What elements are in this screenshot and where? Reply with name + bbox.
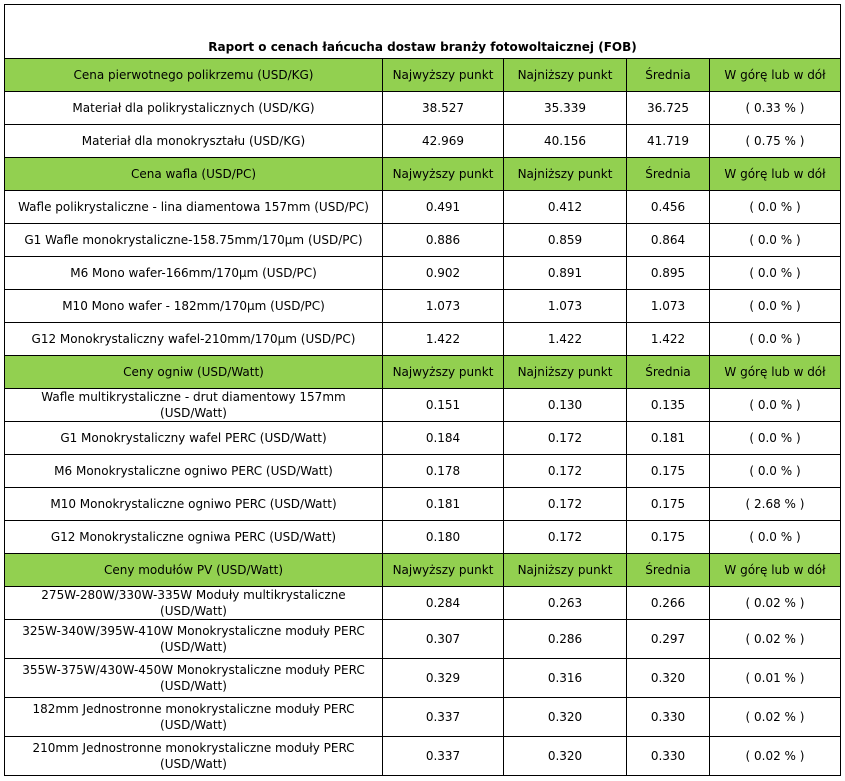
high-value: 1.422 [383, 323, 504, 356]
high-value: 1.073 [383, 290, 504, 323]
high-value: 0.178 [383, 455, 504, 488]
high-value: 0.491 [383, 191, 504, 224]
column-header-average: Średnia [627, 158, 710, 191]
change-value: ( 0.0 % ) [710, 224, 841, 257]
table-row [5, 92, 841, 125]
low-value: 0.286 [504, 620, 627, 659]
high-value: 0.329 [383, 659, 504, 698]
average-value: 0.175 [627, 521, 710, 554]
product-name: 210mm Jednostronne monokrystaliczne moduły PERC (USD/Watt) [5, 737, 383, 776]
high-value: 38.527 [383, 92, 504, 125]
product-name: Wafle polikrystaliczne - lina diamentowa 157mm (USD/PC) [5, 191, 383, 224]
high-value: 0.180 [383, 521, 504, 554]
product-name: M6 Monokrystaliczne ogniwo PERC (USD/Watt) [5, 455, 383, 488]
high-value: 0.307 [383, 620, 504, 659]
column-header-average: Średnia [627, 554, 710, 587]
table-row [5, 224, 841, 257]
low-value: 0.412 [504, 191, 627, 224]
table-row [5, 290, 841, 323]
product-name: G1 Monokrystaliczny wafel PERC (USD/Watt) [5, 422, 383, 455]
section-title: Ceny modułów PV (USD/Watt) [5, 554, 383, 587]
high-value: 0.337 [383, 698, 504, 737]
low-value: 40.156 [504, 125, 627, 158]
low-value: 0.172 [504, 455, 627, 488]
average-value: 0.181 [627, 422, 710, 455]
product-name: G1 Wafle monokrystaliczne-158.75mm/170μm (USD/PC) [5, 224, 383, 257]
column-header-high: Najwyższy punkt [383, 356, 504, 389]
table-row [5, 620, 841, 659]
high-value: 42.969 [383, 125, 504, 158]
change-value: ( 0.02 % ) [710, 698, 841, 737]
low-value: 0.320 [504, 737, 627, 776]
table-row [5, 698, 841, 737]
table-row [5, 125, 841, 158]
product-name: 275W-280W/330W-335W Moduły multikrystaliczne (USD/Watt) [5, 587, 383, 620]
low-value: 0.859 [504, 224, 627, 257]
product-name: G12 Monokrystaliczne ogniwa PERC (USD/Watt) [5, 521, 383, 554]
change-value: ( 0.02 % ) [710, 620, 841, 659]
average-value: 41.719 [627, 125, 710, 158]
column-header-change: W górę lub w dół [710, 554, 841, 587]
report-container [4, 4, 840, 776]
section-header-row [5, 158, 841, 191]
average-value: 1.422 [627, 323, 710, 356]
average-value: 0.135 [627, 389, 710, 422]
product-name: 355W-375W/430W-450W Monokrystaliczne moduły PERC (USD/Watt) [5, 659, 383, 698]
high-value: 0.337 [383, 737, 504, 776]
high-value: 0.886 [383, 224, 504, 257]
table-row [5, 257, 841, 290]
change-value: ( 0.0 % ) [710, 389, 841, 422]
table-row [5, 323, 841, 356]
change-value: ( 0.0 % ) [710, 422, 841, 455]
product-name: 325W-340W/395W-410W Monokrystaliczne moduły PERC (USD/Watt) [5, 620, 383, 659]
column-header-low: Najniższy punkt [504, 59, 627, 92]
product-name: 182mm Jednostronne monokrystaliczne moduły PERC (USD/Watt) [5, 698, 383, 737]
product-name: Materiał dla polikrystalicznych (USD/KG) [5, 92, 383, 125]
high-value: 0.902 [383, 257, 504, 290]
table-row [5, 521, 841, 554]
table-row [5, 191, 841, 224]
product-name: M6 Mono wafer-166mm/170μm (USD/PC) [5, 257, 383, 290]
column-header-low: Najniższy punkt [504, 554, 627, 587]
low-value: 0.316 [504, 659, 627, 698]
product-name: M10 Monokrystaliczne ogniwo PERC (USD/Watt) [5, 488, 383, 521]
average-value: 0.297 [627, 620, 710, 659]
table-row [5, 488, 841, 521]
average-value: 0.175 [627, 455, 710, 488]
average-value: 1.073 [627, 290, 710, 323]
average-value: 0.864 [627, 224, 710, 257]
change-value: ( 0.01 % ) [710, 659, 841, 698]
column-header-low: Najniższy punkt [504, 356, 627, 389]
average-value: 0.330 [627, 698, 710, 737]
change-value: ( 0.0 % ) [710, 455, 841, 488]
low-value: 1.073 [504, 290, 627, 323]
column-header-average: Średnia [627, 59, 710, 92]
low-value: 0.320 [504, 698, 627, 737]
section-header-row [5, 554, 841, 587]
low-value: 0.172 [504, 488, 627, 521]
change-value: ( 0.75 % ) [710, 125, 841, 158]
average-value: 0.175 [627, 488, 710, 521]
high-value: 0.151 [383, 389, 504, 422]
title-row [5, 5, 841, 59]
table-row [5, 587, 841, 620]
average-value: 0.266 [627, 587, 710, 620]
average-value: 36.725 [627, 92, 710, 125]
product-name: Wafle multikrystaliczne - drut diamentowy 157mm (USD/Watt) [5, 389, 383, 422]
average-value: 0.320 [627, 659, 710, 698]
section-header-row [5, 356, 841, 389]
change-value: ( 0.0 % ) [710, 290, 841, 323]
column-header-average: Średnia [627, 356, 710, 389]
high-value: 0.284 [383, 587, 504, 620]
change-value: ( 0.0 % ) [710, 257, 841, 290]
report-title: Raport o cenach łańcucha dostaw branży fotowoltaicznej (FOB) [5, 5, 841, 59]
high-value: 0.181 [383, 488, 504, 521]
change-value: ( 0.0 % ) [710, 191, 841, 224]
product-name: M10 Mono wafer - 182mm/170μm (USD/PC) [5, 290, 383, 323]
table-row [5, 737, 841, 776]
low-value: 0.172 [504, 422, 627, 455]
low-value: 0.263 [504, 587, 627, 620]
column-header-high: Najwyższy punkt [383, 59, 504, 92]
section-title: Ceny ogniw (USD/Watt) [5, 356, 383, 389]
column-header-high: Najwyższy punkt [383, 554, 504, 587]
table-row [5, 659, 841, 698]
average-value: 0.895 [627, 257, 710, 290]
product-name: Materiał dla monokryształu (USD/KG) [5, 125, 383, 158]
column-header-change: W górę lub w dół [710, 59, 841, 92]
change-value: ( 0.0 % ) [710, 521, 841, 554]
section-title: Cena wafla (USD/PC) [5, 158, 383, 191]
low-value: 0.172 [504, 521, 627, 554]
low-value: 1.422 [504, 323, 627, 356]
average-value: 0.456 [627, 191, 710, 224]
change-value: ( 0.0 % ) [710, 323, 841, 356]
column-header-change: W górę lub w dół [710, 158, 841, 191]
low-value: 0.891 [504, 257, 627, 290]
column-header-change: W górę lub w dół [710, 356, 841, 389]
table-row [5, 422, 841, 455]
change-value: ( 2.68 % ) [710, 488, 841, 521]
change-value: ( 0.02 % ) [710, 587, 841, 620]
product-name: G12 Monokrystaliczny wafel-210mm/170μm (USD/PC) [5, 323, 383, 356]
table-row [5, 389, 841, 422]
section-header-row [5, 59, 841, 92]
price-report-table [4, 4, 841, 776]
table-body [5, 5, 841, 776]
low-value: 0.130 [504, 389, 627, 422]
low-value: 35.339 [504, 92, 627, 125]
column-header-low: Najniższy punkt [504, 158, 627, 191]
table-row [5, 455, 841, 488]
high-value: 0.184 [383, 422, 504, 455]
section-title: Cena pierwotnego polikrzemu (USD/KG) [5, 59, 383, 92]
column-header-high: Najwyższy punkt [383, 158, 504, 191]
change-value: ( 0.02 % ) [710, 737, 841, 776]
change-value: ( 0.33 % ) [710, 92, 841, 125]
average-value: 0.330 [627, 737, 710, 776]
